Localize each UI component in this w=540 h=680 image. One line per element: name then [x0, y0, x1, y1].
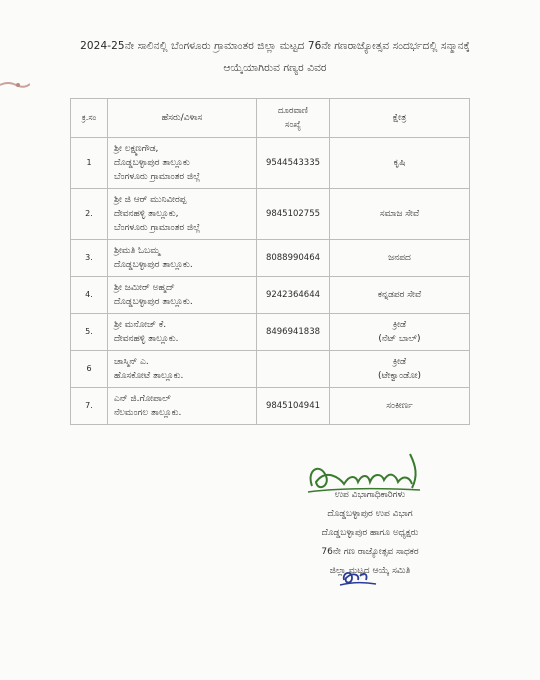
header-serial-no: ಕ್ರ.ಸಂ	[71, 99, 108, 138]
name-address-line: ದೇವನಹಳ್ಳಿ ತಾಲ್ಲೂಕು,	[114, 209, 179, 219]
title-line-2: ಆಯ್ಕೆಯಾಗಿರುವ ಗಣ್ಯರ ವಿವರ	[223, 62, 327, 74]
field-line: ಸಂಕೀರ್ಣ	[386, 401, 413, 411]
table-row	[71, 240, 470, 277]
name-address-line: ಶ್ರೀ ಜಿ ಆರ್ ಮುನಿವೀರಪ್ಪ	[114, 195, 187, 205]
name-address-line: ಬೆಂಗಳೂರು ಗ್ರಾಮಾಂತರ ಜಿಲ್ಲೆ	[114, 172, 201, 182]
name-address-cell	[108, 314, 257, 351]
field-line: ಸಮಾಜ ಸೇವೆ	[379, 209, 420, 219]
signature-stroke	[311, 469, 412, 487]
header-phone-line-1: ದೂರವಾಣಿ	[278, 106, 308, 116]
header-phone-line-2: ಸಂಖ್ಯೆ	[285, 120, 301, 130]
field-line: (ನೆಟ್ ಬಾಲ್)	[378, 334, 421, 344]
serial-no-cell: 2.	[71, 189, 108, 240]
phone-cell: 9845102755	[257, 189, 330, 240]
field-line: (ಟೇಕ್ವಾಂಡೋ)	[377, 371, 422, 381]
name-address-cell	[108, 388, 257, 425]
name-address-line: ಹೊಸಕೋಟೆ ತಾಲ್ಲೂಕು.	[114, 371, 184, 381]
field-cell	[330, 388, 470, 425]
phone-cell: 9544543335	[257, 138, 330, 189]
table-row	[71, 314, 470, 351]
field-line: ಕ್ರೀಡೆ	[392, 357, 407, 367]
phone-cell	[257, 351, 330, 388]
table-row	[71, 351, 470, 388]
table-row	[71, 388, 470, 425]
awardees-table	[70, 98, 470, 425]
phone-cell: 8088990464	[257, 240, 330, 277]
designation-line: ದೊಡ್ಡಬಳ್ಳಾಪುರ ಹಾಗೂ ಅಧ್ಯಕ್ಷರು	[321, 528, 419, 538]
table-body	[71, 138, 470, 425]
designation-line: ದೊಡ್ಡಬಳ್ಳಾಪುರ ಉಪ ವಿಭಾಗ	[327, 509, 413, 519]
name-address-line: ಶ್ರೀ ಲಕ್ಷ್ಮಣಗೌಡ,	[114, 144, 159, 154]
serial-no-cell: 5.	[71, 314, 108, 351]
field-cell	[330, 189, 470, 240]
field-cell	[330, 138, 470, 189]
name-address-line: ದೊಡ್ಡಬಳ್ಳಾಪುರ ತಾಲ್ಲೂಕು.	[114, 297, 193, 307]
name-address-line: ಶ್ರೀ ಮನೋಜ್ ಕೆ.	[114, 320, 167, 330]
name-address-line: ಎನ್ ಜಿ.ಗೋಪಾಲ್	[114, 394, 171, 404]
title-line-1: 2024-25ನೇ ಸಾಲಿನಲ್ಲಿ ಬೆಂಗಳೂರು ಗ್ರಾಮಾಂತರ ಜಿಲ್ಲಾ ಮಟ್ಟದ 76ನೇ ಗಣರಾಜ್ಯೋತ್ಸವ ಸಂದರ್ಭದಲ್ಲಿ ಸನ್ಮಾನಕ್ಕೆ	[80, 40, 470, 52]
designation-line: 76ನೇ ಗಣ ರಾಜ್ಯೋತ್ಸವ ಸಾಧಕರ	[321, 547, 419, 557]
name-address-line: ಚಾಸ್ಮಿನ್ ಎ.	[114, 357, 149, 367]
name-address-cell	[108, 189, 257, 240]
phone-cell: 9845104941	[257, 388, 330, 425]
table-row	[71, 138, 470, 189]
field-cell	[330, 314, 470, 351]
header-field: ಕ್ಷೇತ್ರ	[330, 99, 470, 138]
name-address-line: ದೇವನಹಳ್ಳಿ ತಾಲ್ಲೂಕು.	[114, 334, 179, 344]
designation-line: ಜಿಲ್ಲಾ ಮಟ್ಟದ ಆಯ್ಕೆ ಸಮಿತಿ	[329, 566, 411, 576]
table-row	[71, 277, 470, 314]
phone-cell: 8496941838	[257, 314, 330, 351]
name-address-line: ದೊಡ್ಡಬಳ್ಳಾಪುರ ತಾಲ್ಲೂಕು.	[114, 260, 193, 270]
field-cell	[330, 277, 470, 314]
designation-line: ಉಪ ವಿಭಾಗಾಧಿಕಾರಿಗಳು	[334, 490, 406, 500]
name-address-cell	[108, 351, 257, 388]
name-address-line: ಬೆಂಗಳೂರು ಗ್ರಾಮಾಂತರ ಜಿಲ್ಲೆ	[114, 223, 201, 233]
name-address-line: ದೊಡ್ಡಬಳ್ಳಾಪುರ ತಾಲ್ಲೂಕು	[114, 158, 190, 168]
field-cell	[330, 351, 470, 388]
phone-cell: 9242364644	[257, 277, 330, 314]
document-title	[40, 36, 510, 78]
initials-mark	[338, 566, 378, 588]
serial-no-cell: 4.	[71, 277, 108, 314]
field-line: ಕೃಷಿ	[393, 158, 406, 168]
header-name-address: ಹೆಸರು/ವಿಳಾಸ	[108, 99, 257, 138]
field-line: ಜನಪದ	[388, 253, 411, 263]
field-cell	[330, 240, 470, 277]
serial-no-cell: 7.	[71, 388, 108, 425]
serial-no-cell: 6	[71, 351, 108, 388]
punch-mark	[0, 78, 30, 92]
table-header-row	[71, 99, 470, 138]
name-address-cell	[108, 277, 257, 314]
field-line: ಕ್ರೀಡೆ	[392, 320, 407, 330]
name-address-line: ಶ್ರೀ ಜಮೀರ್ ಅಹ್ಮದ್	[114, 283, 175, 293]
header-phone	[257, 99, 330, 138]
serial-no-cell: 3.	[71, 240, 108, 277]
name-address-line: ನೆಲಮಂಗಲ ತಾಲ್ಲೂಕು.	[114, 408, 182, 418]
table-row	[71, 189, 470, 240]
serial-no-cell: 1	[71, 138, 108, 189]
name-address-cell	[108, 240, 257, 277]
name-address-line: ಶ್ರೀಮತಿ ಓಬಮ್ಮ	[114, 246, 161, 256]
name-address-cell	[108, 138, 257, 189]
field-line: ಕನ್ನಡಪರ ಸೇವೆ	[377, 290, 422, 300]
